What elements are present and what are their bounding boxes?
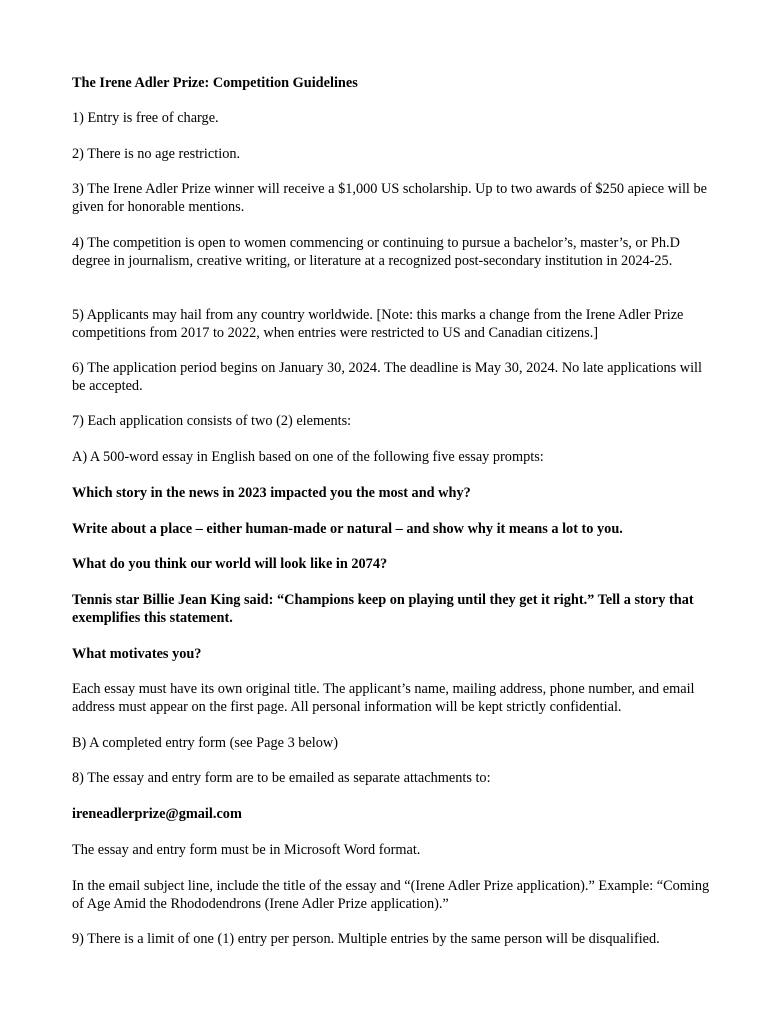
document-title: The Irene Adler Prize: Competition Guidelines — [72, 75, 358, 91]
format-note: The essay and entry form must be in Microsoft Word format. — [72, 842, 421, 858]
rule-4: 4) The competition is open to women commencing or continuing to pursue a bachelor’s, master’s, or Ph.D degree in journalism, creative writing, or literature at a recognized post-secondary institution in 2024-25. — [72, 235, 680, 269]
part-b: B) A completed entry form (see Page 3 below) — [72, 735, 339, 751]
essay-prompt: Tennis star Billie Jean King said: “Champions keep on playing until they get it right.” Tell a story that exemplifies this statement. — [72, 592, 694, 626]
rule-1: 1) Entry is free of charge. — [72, 110, 219, 126]
essay-prompt: Which story in the news in 2023 impacted you the most and why? — [72, 485, 471, 501]
rule-2: 2) There is no age restriction. — [72, 146, 241, 162]
part-a: A) A 500-word essay in English based on one of the following five essay prompts: — [72, 449, 544, 465]
rule-8: 8) The essay and entry form are to be emailed as separate attachments to: — [72, 770, 491, 786]
subject-note: In the email subject line, include the title of the essay and “(Irene Adler Prize application).” Example: “Coming of Age Amid the Rhododendrons (Irene Adler Prize application).” — [72, 878, 710, 912]
rule-6: 6) The application period begins on January 30, 2024. The deadline is May 30, 2024. No late applications will be accepted. — [72, 360, 702, 394]
rule-5: 5) Applicants may hail from any country worldwide. [Note: this marks a change from the Irene Adler Prize competitions from 2017 to 2022, when entries were restricted to US and Canadian citizens.] — [72, 307, 684, 341]
rule-3: 3) The Irene Adler Prize winner will receive a $1,000 US scholarship. Up to two awards of $250 apiece will be given for honorable mentions. — [72, 181, 707, 215]
essay-prompt: What motivates you? — [72, 646, 202, 662]
essay-note: Each essay must have its own original title. The applicant’s name, mailing address, phone number, and email address must appear on the first page. All personal information will be kept strictly confidential. — [72, 681, 695, 715]
contact-email: ireneadlerprize@gmail.com — [72, 806, 242, 822]
rule-9: 9) There is a limit of one (1) entry per person. Multiple entries by the same person will be disqualified. — [72, 931, 660, 947]
essay-prompt: What do you think our world will look like in 2074? — [72, 556, 388, 572]
rule-7: 7) Each application consists of two (2) elements: — [72, 413, 352, 429]
essay-prompt: Write about a place – either human-made or natural – and show why it means a lot to you. — [72, 521, 623, 537]
